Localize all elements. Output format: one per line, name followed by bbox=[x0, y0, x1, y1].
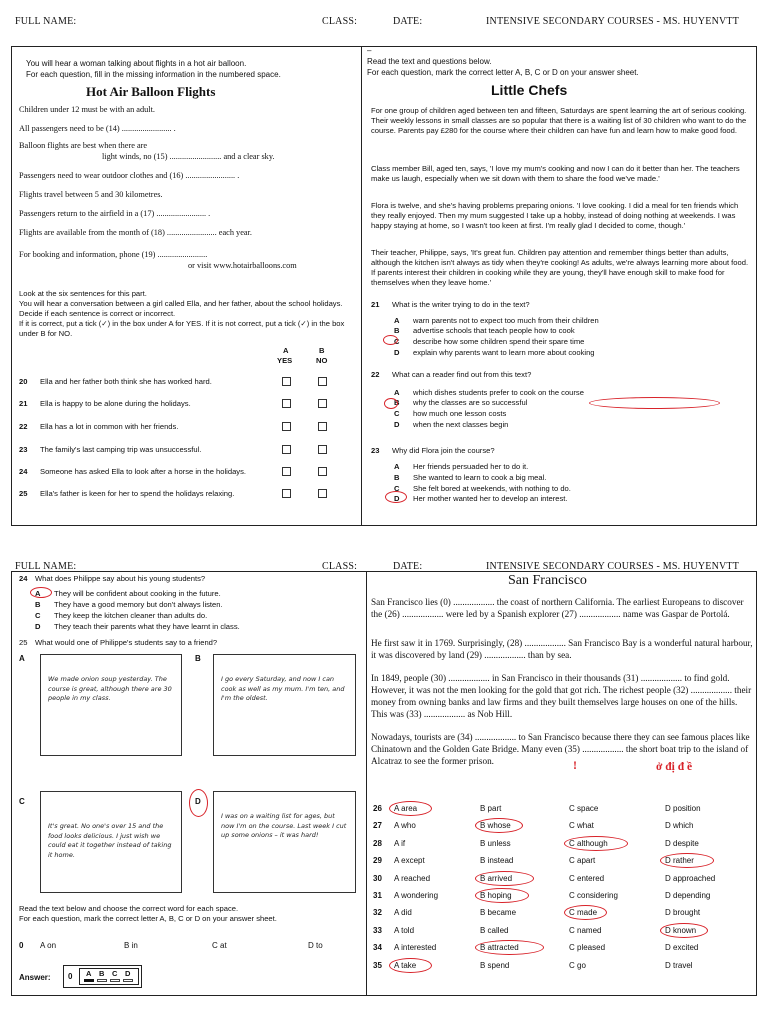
sf-row-num: 32 bbox=[373, 908, 382, 917]
sf-option-d: D approached bbox=[665, 874, 716, 883]
sf-option-c: C pleased bbox=[569, 943, 606, 952]
option-letter: D bbox=[394, 348, 400, 357]
message-d-text: I was on a waiting list for ages, but now I'm on the course. Last week I cut up some onions – it was hard! bbox=[221, 812, 347, 839]
ella-instruction-5: under B for NO. bbox=[19, 329, 73, 338]
sf-option-a: A did bbox=[394, 908, 412, 917]
ella-item-text: Ella is happy to be alone during the holidays. bbox=[40, 399, 191, 408]
ella-item-num: 20 bbox=[19, 377, 28, 386]
q25-num: 25 bbox=[19, 638, 28, 647]
sf-answer-circle bbox=[564, 836, 628, 851]
answer-label: Answer: bbox=[19, 973, 51, 982]
balloon-line: All passengers need to be (14) ........................ . bbox=[19, 124, 176, 133]
chefs-para-2: Class member Bill, aged ten, says, 'I love my mum's cooking and now I can do it better than her. The teachers make us laugh, especially when we sit down with them to share the food we've made.' bbox=[371, 164, 740, 183]
grid-mark-d bbox=[123, 979, 133, 982]
checkbox-yes-20[interactable] bbox=[282, 377, 291, 386]
option-text: She felt bored at weekends, with nothing to do. bbox=[413, 484, 571, 493]
class-label-2: CLASS: bbox=[322, 561, 358, 572]
option-letter: D bbox=[394, 420, 400, 429]
checkbox-no-23[interactable] bbox=[318, 445, 327, 454]
sf-option-a: A told bbox=[394, 926, 415, 935]
sf-option-d: D known bbox=[665, 926, 697, 935]
option-text: They will be confident about cooking in the future. bbox=[54, 589, 221, 598]
checkbox-no-25[interactable] bbox=[318, 489, 327, 498]
answer-circle-22 bbox=[384, 398, 398, 409]
sf-answer-circle bbox=[660, 853, 714, 868]
ella-item-num: 21 bbox=[19, 399, 28, 408]
checkbox-yes-24[interactable] bbox=[282, 467, 291, 476]
annotation-vietnamese: ở đị đ ề bbox=[656, 761, 693, 773]
balloon-instruction-1: You will hear a woman talking about flights in a hot air balloon. bbox=[26, 59, 247, 68]
question-text-q23: Why did Flora join the course? bbox=[392, 446, 495, 455]
q24-question: What does Philippe say about his young students? bbox=[35, 574, 206, 583]
sf-answer-circle bbox=[564, 905, 607, 920]
sf-option-d: D despite bbox=[665, 839, 699, 848]
full-name-label-2: FULL NAME: bbox=[15, 561, 77, 572]
checkbox-yes-25[interactable] bbox=[282, 489, 291, 498]
option-letter: A bbox=[394, 388, 400, 397]
balloon-line: Passengers need to wear outdoor clothes and (16) ........................ . bbox=[19, 171, 240, 180]
ella-item-text: Someone has asked Ella to look after a horse in the holidays. bbox=[40, 467, 246, 476]
sf-option-b: B became bbox=[480, 908, 517, 917]
sf-option-d: D travel bbox=[665, 961, 693, 970]
ella-item-text: Ella's father is keen for her to spend the holidays relaxing. bbox=[40, 489, 235, 498]
balloon-line: Flights travel between 5 and 30 kilometres. bbox=[19, 190, 163, 199]
date-label: DATE: bbox=[393, 16, 423, 27]
q25-question: What would one of Philippe's students say to a friend? bbox=[35, 638, 218, 647]
page2-frame bbox=[11, 571, 757, 996]
sf-option-b: B attracted bbox=[480, 943, 519, 952]
sf-option-d: D rather bbox=[665, 856, 694, 865]
ella-item-text: Ella and her father both think she has worked hard. bbox=[40, 377, 212, 386]
highlight-oval-22 bbox=[589, 397, 720, 409]
sf-option-b: B instead bbox=[480, 856, 514, 865]
option-text: They keep the kitchen cleaner than adults do. bbox=[54, 611, 208, 620]
balloon-line: or visit www.hotairballoons.com bbox=[188, 261, 297, 270]
option-text: She wanted to learn to cook a big meal. bbox=[413, 473, 547, 482]
sf-option-d: D excited bbox=[665, 943, 699, 952]
sf-option-b: B part bbox=[480, 804, 502, 813]
ella-instruction-1: Look at the six sentences for this part. bbox=[19, 289, 147, 298]
grid-mark-a-filled bbox=[84, 979, 94, 982]
sf-answer-circle bbox=[389, 801, 432, 816]
sf-option-a: A who bbox=[394, 821, 416, 830]
sf-answer-circle bbox=[660, 923, 708, 938]
sf-option-c: C entered bbox=[569, 874, 605, 883]
sf-row-num: 30 bbox=[373, 874, 382, 883]
page1-divider bbox=[361, 46, 362, 526]
sf-option-d: D brought bbox=[665, 908, 701, 917]
balloon-line: Flights are available from the month of (18) ........................ each year. bbox=[19, 228, 252, 237]
option-letter: D bbox=[394, 494, 400, 503]
message-a-text: We made onion soup yesterday. The course is great, although there are 30 people in my class. bbox=[48, 675, 172, 702]
option-letter: B bbox=[394, 398, 400, 407]
question-num-q21: 21 bbox=[371, 300, 380, 309]
sf-row-num: 34 bbox=[373, 943, 382, 952]
option-letter: B bbox=[394, 326, 400, 335]
sf-option-c: C what bbox=[569, 821, 594, 830]
sf-answer-circle bbox=[389, 958, 432, 973]
col-b-no: NO bbox=[316, 356, 328, 365]
option-text: They teach their parents what they have learnt in class. bbox=[54, 622, 240, 631]
example-opt-b: B in bbox=[124, 941, 138, 950]
sf-answer-circle bbox=[475, 888, 529, 903]
checkbox-yes-22[interactable] bbox=[282, 422, 291, 431]
box-c-label: C bbox=[19, 797, 25, 806]
sf-option-b: B hoping bbox=[480, 891, 512, 900]
sf-option-b: B arrived bbox=[480, 874, 513, 883]
date-label-2: DATE: bbox=[393, 561, 423, 572]
answer-grid bbox=[63, 965, 142, 988]
example-num: 0 bbox=[19, 941, 24, 950]
full-name-label: FULL NAME: bbox=[15, 16, 77, 27]
option-text: when the next classes begin bbox=[413, 420, 509, 429]
course-label: INTENSIVE SECONDARY COURSES - MS. HUYENVTT bbox=[486, 16, 740, 27]
sf-option-d: D which bbox=[665, 821, 694, 830]
chefs-title: Little Chefs bbox=[491, 82, 568, 98]
option-text: explain why parents want to learn more about cooking bbox=[413, 348, 595, 357]
ella-instruction-4: If it is correct, put a tick (✓) in the box under A for YES. If it is not correct, put a tick (✓) in the box bbox=[19, 319, 345, 328]
sf-option-a: A area bbox=[394, 804, 418, 813]
option-letter: A bbox=[35, 589, 41, 598]
sf-row-num: 26 bbox=[373, 804, 382, 813]
sf-option-c: C space bbox=[569, 804, 599, 813]
option-letter: A bbox=[394, 462, 400, 471]
box-a-label: A bbox=[19, 654, 25, 663]
option-text: They have a good memory but don't always listen. bbox=[54, 600, 223, 609]
balloon-instruction-2: For each question, fill in the missing information in the numbered space. bbox=[26, 70, 281, 79]
sf-option-c: C go bbox=[569, 961, 586, 970]
checkbox-yes-21[interactable] bbox=[282, 399, 291, 408]
col-a-letter: A bbox=[283, 346, 289, 355]
col-a-yes: YES bbox=[277, 356, 293, 365]
sf-option-b: B spend bbox=[480, 961, 510, 970]
option-letter: C bbox=[394, 409, 400, 418]
sf-para-1: San Francisco lies (0) .................. the coast of northern California. The earliest Europeans to discover the (26) .................. were led by a Spanish explorer (27) .................. name was Gaspar de Portolá. bbox=[371, 597, 744, 619]
col-b-letter: B bbox=[319, 346, 325, 355]
box-b-label: B bbox=[195, 654, 201, 663]
grid-letter-d: D bbox=[125, 969, 131, 978]
page2-divider bbox=[366, 571, 367, 996]
ella-item-num: 24 bbox=[19, 467, 28, 476]
checkbox-no-24[interactable] bbox=[318, 467, 327, 476]
example-opt-d: D to bbox=[308, 941, 323, 950]
option-text: describe how some children spend their spare time bbox=[413, 337, 585, 346]
checkbox-yes-23[interactable] bbox=[282, 445, 291, 454]
grid-letter-a: A bbox=[86, 969, 92, 978]
sf-para-3: In 1849, people (30) .................. in San Francisco in their thousands (31) .................. to find gold. However, it was not the men looking for the gold that got rich. The richest people (32) .................. their money from owning banks and law firms and they built themselves large houses on one of the hills. This was (33) .................. as Nob Hill. bbox=[371, 673, 752, 719]
answer-grid-cells bbox=[79, 968, 139, 985]
sf-option-c: C named bbox=[569, 926, 602, 935]
ella-item-text: The family's last camping trip was unsuccessful. bbox=[40, 445, 202, 454]
sf-option-c: C although bbox=[569, 839, 608, 848]
sf-option-c: C apart bbox=[569, 856, 596, 865]
ella-instruction-3: Decide if each sentence is correct or incorrect. bbox=[19, 309, 176, 318]
q24-num: 24 bbox=[19, 574, 28, 583]
ella-item-num: 25 bbox=[19, 489, 28, 498]
sf-option-a: A interested bbox=[394, 943, 437, 952]
question-num-q22: 22 bbox=[371, 370, 380, 379]
checkbox-no-20[interactable] bbox=[318, 377, 327, 386]
option-letter: A bbox=[394, 316, 400, 325]
grid-letter-c: C bbox=[112, 969, 118, 978]
question-text-q22: What can a reader find out from this text? bbox=[392, 370, 532, 379]
message-box-c bbox=[40, 791, 182, 893]
sf-option-d: D position bbox=[665, 804, 701, 813]
option-letter: D bbox=[35, 622, 41, 631]
annotation-exclamation: ! bbox=[573, 758, 577, 772]
sf-row-num: 33 bbox=[373, 926, 382, 935]
option-letter: C bbox=[35, 611, 41, 620]
dash-mark: – bbox=[367, 46, 372, 55]
option-text: why the classes are so successful bbox=[413, 398, 528, 407]
option-letter: C bbox=[394, 337, 400, 346]
balloon-line: For booking and information, phone (19) ........................ bbox=[19, 250, 208, 259]
ella-item-num: 22 bbox=[19, 422, 28, 431]
sf-row-num: 28 bbox=[373, 839, 382, 848]
sf-answer-circle bbox=[475, 940, 544, 955]
option-text: advertise schools that teach people how to cook bbox=[413, 326, 575, 335]
option-text: warn parents not to expect too much from their children bbox=[413, 316, 599, 325]
chefs-para-4: Their teacher, Philippe, says, 'It's great fun. Children pay attention and remember things better than adults, although the kitchen isn't always as tidy when they're cooking! As adults, we're always learning more about food. If parents interest their children in cooking while they are young, they'll have enough skill to make food for themselves when they leave home.' bbox=[371, 248, 749, 287]
balloon-line: Passengers return to the airfield in a (17) ........................ . bbox=[19, 209, 211, 218]
sf-option-a: A take bbox=[394, 961, 417, 970]
grid-mark-c bbox=[110, 979, 120, 982]
sf-option-c: C made bbox=[569, 908, 598, 917]
message-box-b bbox=[213, 654, 356, 756]
answer-circle-23 bbox=[385, 491, 407, 503]
option-text: Her mother wanted her to develop an interest. bbox=[413, 494, 568, 503]
question-num-q23: 23 bbox=[371, 446, 380, 455]
sf-option-a: A wondering bbox=[394, 891, 439, 900]
sf-row-num: 29 bbox=[373, 856, 382, 865]
sf-option-a: A reached bbox=[394, 874, 431, 883]
sf-para-4: Nowadays, tourists are (34) .................. to San Francisco because there they can see famous places like Chinatown and the Golden Gate Bridge. Many even (35) .................. the short boat trip to the island of Alcatraz to see the former prison. bbox=[371, 732, 750, 766]
message-box-d bbox=[213, 791, 356, 893]
sf-option-b: B unless bbox=[480, 839, 511, 848]
option-text: Her friends persuaded her to do it. bbox=[413, 462, 529, 471]
question-text-q21: What is the writer trying to do in the text? bbox=[392, 300, 530, 309]
chefs-instruction-2: For each question, mark the correct letter A, B, C or D on your answer sheet. bbox=[367, 68, 639, 77]
message-box-a bbox=[40, 654, 182, 756]
checkbox-no-21[interactable] bbox=[318, 399, 327, 408]
sf-instruction-1: Read the text below and choose the correct word for each space. bbox=[19, 904, 239, 913]
example-opt-a: A on bbox=[40, 941, 57, 950]
sf-option-d: D depending bbox=[665, 891, 711, 900]
chefs-instruction-1: Read the text and questions below. bbox=[367, 57, 492, 66]
answer-circle-21 bbox=[383, 335, 398, 345]
ella-item-num: 23 bbox=[19, 445, 28, 454]
sf-row-num: 35 bbox=[373, 961, 382, 970]
chefs-para-1: For one group of children aged between ten and fifteen, Saturdays are spent learning the art of serious cooking. Their weekly lessons in small classes are so popular that there is a waiting list of 30 children who want to do the course. Parents pay £280 for the course where their children can have fun and learn how to make good food. bbox=[371, 106, 747, 135]
option-text: how much one lesson costs bbox=[413, 409, 507, 418]
checkbox-no-22[interactable] bbox=[318, 422, 327, 431]
course-label-2: INTENSIVE SECONDARY COURSES - MS. HUYENVTT bbox=[486, 561, 740, 572]
ella-instruction-2: You will hear a conversation between a girl called Ella, and her father, about the school holidays. bbox=[19, 299, 343, 308]
sf-para-2: He first saw it in 1769. Surprisingly, (28) .................. San Francisco Bay is a wonderful natural harbour, it was discovered by land (29) .................. than by sea. bbox=[371, 638, 753, 660]
sf-option-a: A except bbox=[394, 856, 425, 865]
balloon-line: light winds, no (15) ......................... and a clear sky. bbox=[102, 152, 275, 161]
sf-title: San Francisco bbox=[508, 573, 587, 588]
option-text: which dishes students prefer to cook on the course bbox=[413, 388, 584, 397]
sf-answer-circle bbox=[475, 871, 534, 886]
class-label: CLASS: bbox=[322, 16, 358, 27]
balloon-line: Balloon flights are best when there are bbox=[19, 141, 148, 150]
sf-option-a: A if bbox=[394, 839, 406, 848]
option-letter: C bbox=[394, 484, 400, 493]
option-letter: B bbox=[394, 473, 400, 482]
answer-grid-num: 0 bbox=[68, 972, 73, 981]
grid-letter-b: B bbox=[99, 969, 105, 978]
message-c-text: It's great. No one's over 15 and the food looks delicious. I just wish we could eat it together instead of taking it home. bbox=[48, 822, 172, 859]
sf-option-c: C considering bbox=[569, 891, 618, 900]
sf-row-num: 27 bbox=[373, 821, 382, 830]
ella-item-text: Ella has a lot in common with her friends. bbox=[40, 422, 179, 431]
option-letter: B bbox=[35, 600, 41, 609]
sf-option-b: B called bbox=[480, 926, 509, 935]
sf-option-b: B whose bbox=[480, 821, 511, 830]
example-opt-c: C at bbox=[212, 941, 227, 950]
chefs-para-3: Flora is twelve, and she's having problems preparing onions. 'I love cooking. I did a meal for ten friends which they really enjoyed. Then my mum suggested I take up a hobby, instead of doing nothing at weekends. I was happy staying at home, so I wasn't too keen at first. I'm really glad I decided to come, though.' bbox=[371, 201, 739, 230]
message-b-text: I go every Saturday, and now I can cook as well as my mum. I'm ten, and I'm the oldest. bbox=[221, 675, 345, 702]
answer-circle-24 bbox=[30, 587, 52, 598]
balloon-line: Children under 12 must be with an adult. bbox=[19, 105, 155, 114]
balloon-title: Hot Air Balloon Flights bbox=[86, 84, 216, 99]
box-d-label: D bbox=[195, 797, 201, 806]
sf-row-num: 31 bbox=[373, 891, 382, 900]
grid-mark-b bbox=[97, 979, 107, 982]
sf-answer-circle bbox=[475, 818, 523, 833]
sf-instruction-2: For each question, mark the correct letter A, B, C or D on your answer sheet. bbox=[19, 914, 277, 923]
